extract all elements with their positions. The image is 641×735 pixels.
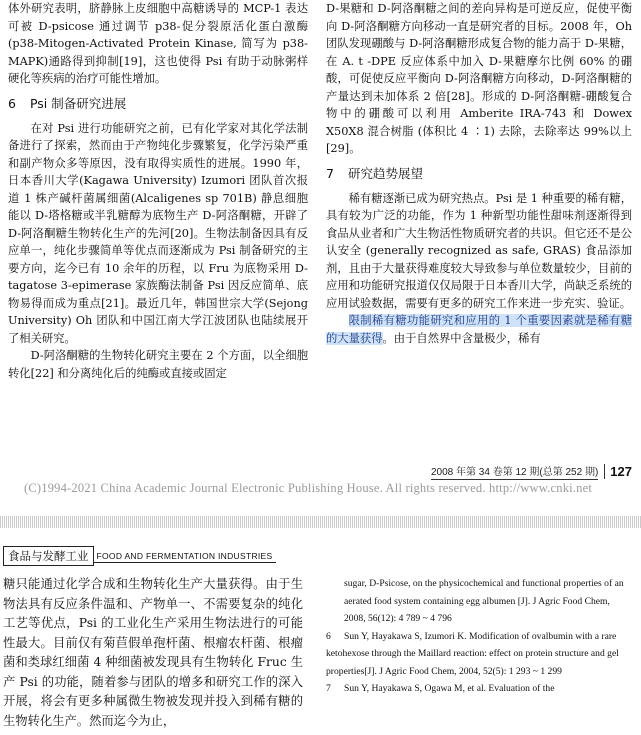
page2-left-column — [3, 575, 303, 731]
right-paragraph-2: 稀有糖逐渐已成为研究热点。Psi 是 1 种重要的稀有糖，具有较为广泛的功能，作为 1 种新型功能性甜味剂逐渐得到食品从业者和广大生物活性物质研究者的共识。但它还不是公认安全 (generally recognized as safe, GRAS) 食品添加剂，且由于大量获得难度较大导致参与单位数量较少，目前的应用和功能研究报道仅仅局限于日本香川大学，尚缺乏系统的应用试验数据，需要有更多的研究工作来进一步充实、验证。 — [326, 191, 632, 310]
left-paragraph-2: 在对 Psi 进行功能研究之前，已有化学家对其化学法制备进行了探索，然而由于产物纯化步骤繁复，化学污染严重和副产物众多等原因，没有取得实质性的进展。1990 年，日本香川大学(Kagawa University) Izumori 团队首次报道 1 株产碱杆菌属细菌(Alcaligenes sp 701B) 静息细胞能以 D-塔格糖或半乳糖醇为底物生产 D-阿洛酮糖，开辟了 D-阿洛酮糖生物转化生产的先河[20]。生物法制备因具有反应单一，纯化步骤简单等优点而逐渐成为 Psi 制备研究的主要方向，迄今已有 10 余年的历程，以 Fru 为底物采用 D-tagatose 3-epimerase 家族酶法制备 Psi 因反应简单、底物易得而成为重点[21]。最近几年，韩国世宗大学(Sejong University) Oh 团队和中国江南大学江波团队也陆续展开了相关研究。 — [8, 121, 308, 345]
right-column — [326, 0, 632, 347]
highlighted-text[interactable]: 限制稀有糖功能研究和应用的 1 个重要因素就是稀有糖的大量获得 — [326, 314, 632, 345]
paragraph-tail: 。由于自然界中含量极少，稀有 — [382, 331, 541, 345]
section-title: 研究趋势展望 — [347, 165, 423, 181]
issue-info: 2008 年第 34 卷第 12 期(总第 252 期) — [431, 463, 598, 480]
reference-number: 6 — [326, 630, 331, 642]
section-number: 7 — [326, 165, 334, 181]
reference-number: 7 — [326, 683, 331, 694]
reference-6 — [326, 628, 626, 681]
left-column — [8, 0, 308, 382]
section-heading-7 — [326, 164, 632, 184]
section-heading-6 — [8, 94, 308, 114]
references-list — [326, 575, 626, 698]
page2-paragraph: 糖只能通过化学合成和生物转化生产大量获得。由于生物法具有反应条件温和、产物单一、不需要复杂的纯化工艺等优点，Psi 的工业化生产采用生物法进行的可能性最大。目前仅有菊苣假单孢杆菌、根瘤农杆菌、根瘤菌和类球红细菌 4 种细菌被发现具有生物转化 Fruc 生产 Psi 的功能，随着参与团队的增多和研究工作的深入开展，将会有更多种属微生物被发现并投入到稀有糖的生物转化生产。然而迄今为止， — [3, 577, 303, 728]
reference-text: Sun Y, Hayakawa S, Izumori K. Modification of ovalbumin with a rare ketohexose through the Maillard reaction: effect on protein structure and gel properties[J]. J Agric Food Chem, 2004, 52(5): 1 293 ~ 1 299 — [326, 630, 619, 677]
reference-text: Sun Y, Hayakawa S, Ogawa M, et al. Evaluation of the — [344, 683, 555, 694]
copyright-notice: (C)1994-2021 China Academic Journal Electronic Publishing House. All rights reserved. http://www.cnki.net — [24, 481, 593, 495]
reference-continued: sugar, D-Psicose, on the physicochemical and functional properties of an aerated food system containing egg albumen [J]. J Agric Food Chem, 2008, 56(12): 4 789 ~ 4 796 — [344, 578, 624, 624]
section-title: Psi 制备研究进展 — [29, 95, 127, 111]
section-number: 6 — [8, 95, 16, 111]
left-paragraph-1: 体外研究表明，脐静脉上皮细胞中高糖诱导的 MCP-1 表达可被 D-psicose 通过调节 p38-促分裂原活化蛋白激酶(p38-Mitogen-Activated Protein Kinase, 简写为 p38-MAPK)通路得到抑制[19]，这也使得 Psi 有助于动脉粥样硬化等疾病的治疗可能性增加。 — [8, 2, 308, 85]
running-header — [3, 546, 276, 566]
reference-7 — [326, 680, 626, 698]
page-separator — [0, 516, 641, 528]
journal-name-cn: 食品与发酵工业 — [3, 546, 94, 566]
page-footer — [326, 463, 632, 480]
journal-name-en: FOOD AND FERMENTATION INDUSTRIES — [94, 550, 276, 563]
right-paragraph-1: D-果糖和 D-阿洛酮糖之间的差向异构是可逆反应，促使平衡向 D-阿洛酮糖方向移动一直是研究者的目标。2008 年，Oh 团队发现硼酸与 D-阿洛酮糖形成复合物的能力高于 D-果糖，在 A. t -DPE 反应体系中加入 D-果糖摩尔比例 60% 的硼酸，可促使反应平衡向 D-阿洛酮糖方向移动，D-阿洛酮糖的产量达到未加体系 2 倍[28]。形成的 D-阿洛酮糖-硼酸复合物中的硼酸可以利用 Amberite IRA-743 和 Dowex X50X8 混合树脂 (体积比 4 ∶1) 去除，去除率达 99%以上[29]。 — [326, 2, 632, 155]
page-number: 127 — [604, 464, 632, 479]
right-paragraph-3 — [326, 312, 632, 347]
left-paragraph-3: D-阿洛酮糖的生物转化研究主要在 2 个方面，以全细胞转化[22] 和分离纯化后的纯酶或直接或固定 — [8, 349, 308, 380]
